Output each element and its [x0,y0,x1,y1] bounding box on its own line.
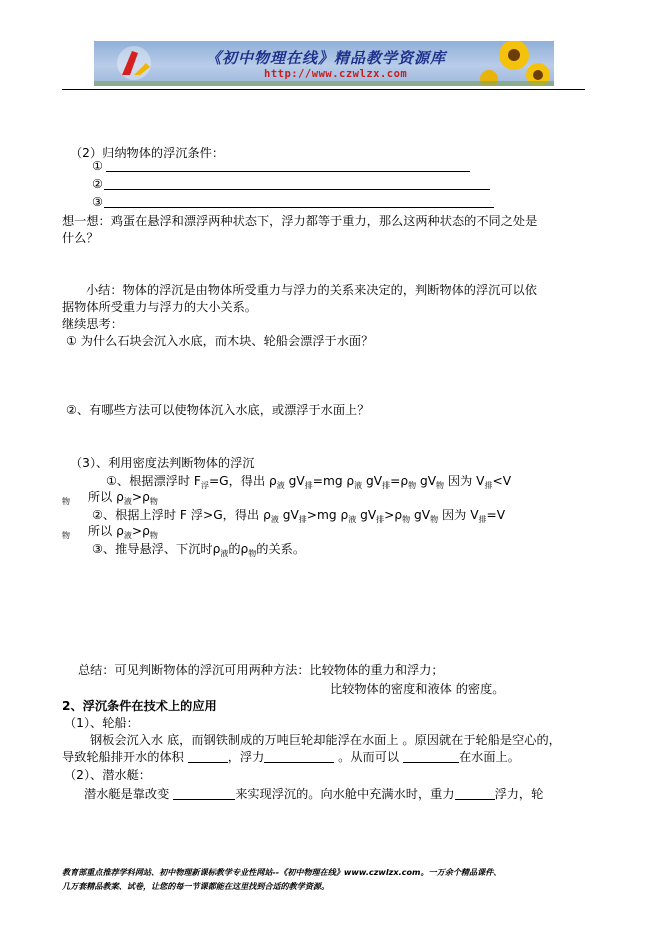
summary2-line-1: 总结：可见判断物体的浮沉可用两种方法：比较物体的重力和浮力； [78,663,444,677]
header-url: http://www.czwlzx.com [264,68,408,80]
blank-float [403,750,459,763]
density-heading: （3）、利用密度法判断物体的浮沉 [70,456,255,470]
header-rule [62,89,585,90]
continue-question-1: ① 为什么石块会沉入水底，而木块、轮船会漂浮于水面？ [66,334,374,348]
think-line-1: 想一想：鸡蛋在悬浮和漂浮两种状态下，浮力都等于重力，那么这两种状态的不同之处是 [62,214,538,228]
blank-gravity [455,787,495,800]
density-item-1-wrap: $_物$ 所以 $\rho_液>\rho_物$ [62,490,158,506]
submarine-label: （2）、潜水艇： [64,768,151,782]
footer-line-2: 几万套精品教案、试卷，让您的每一节课都能在这里找到合适的教学资源。 [62,881,330,891]
density-item-2: ②、根据上浮时 F 浮>G，得出 $\rho_液$ $gV_排>mg$ $\rho_液$ $gV_排>\rho_物$ $gV_物$ 因为 $V_排=V$ [92,508,506,524]
section1-heading: （2）归纳物体的浮沉条件： [70,146,225,160]
header-title: 《初中物理在线》精品教学资源库 [206,49,447,67]
answer-line-1 [106,171,470,172]
section2-heading: 2、浮沉条件在技术上的应用 [62,699,217,713]
footer-line-1: 教育部重点推荐学科网站、初中物理新课标教学专业性网站--《初中物理在线》www.czwlzx.com。一万余个精品课件、 [62,867,502,877]
ship-line-1: 钢板会沉入水 底，而钢铁制成的万吨巨轮却能浮在水面上 。原因就在于轮船是空心的， [90,733,561,747]
condition-item-1: ① [92,159,103,173]
condition-item-3: ③ [92,195,103,209]
ship-label: （1）、轮船： [64,716,139,730]
density-item-3: ③、推导悬浮、下沉时$\rho_液$的$\rho_物$的关系。 [92,542,306,558]
condition-item-2: ② [92,177,103,191]
ship-line-2: 导致轮船排开水的体积 ，浮力 。从而可以 在水面上。 [62,750,520,764]
continue-question-2: ②、有哪些方法可以使物体沉入水底，或漂浮于水面上？ [66,403,370,417]
density-item-1: ①、根据漂浮时 $F_浮=G$，得出 $\rho_液$ $gV_排=mg$ $\rho_液$ $gV_排=\rho_物$ $gV_物$ 因为 $V_排<V$ [106,474,512,490]
density-item-2-wrap: $_物$ 所以 $\rho_液>\rho_物$ [62,524,158,540]
answer-line-3 [104,207,494,208]
summary2-line-2: 比较物体的密度和液体 的密度。 [330,682,505,696]
header-banner [94,41,554,86]
blank-buoyancy [264,750,334,763]
summary1-line-2: 据物体所受重力与浮力的大小关系。 [62,300,257,314]
continue-label: 继续思考： [62,317,123,331]
blank-volume [188,750,228,763]
answer-line-2 [104,189,490,190]
summary1-line-1: 小结：物体的浮沉是由物体所受重力与浮力的关系来决定的，判断物体的浮沉可以依 [86,283,537,297]
blank-change [173,787,235,800]
submarine-line: 潜水艇是靠改变 来实现浮沉的。向水舱中充满水时，重力 浮力，轮 [84,787,544,801]
think-line-2: 什么？ [62,231,99,245]
